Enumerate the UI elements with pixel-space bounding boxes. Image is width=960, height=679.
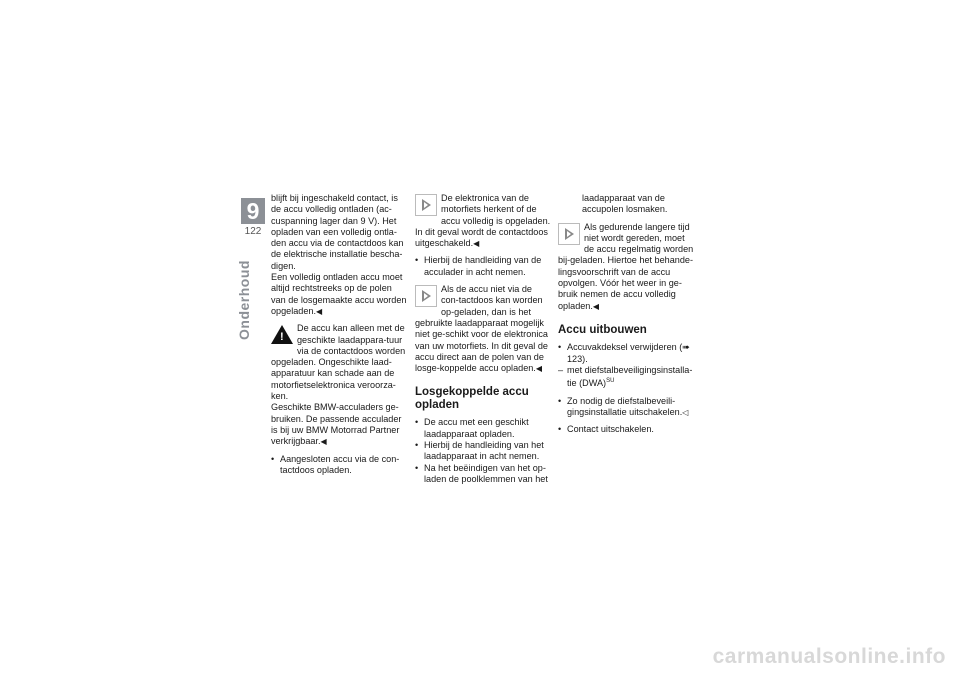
list-item: • Zo nodig de diefstalbeveili-gingsinstallatie uitschakelen. ◁ xyxy=(558,396,694,419)
watermark: carmanualsonline.info xyxy=(712,645,946,668)
paragraph: Een volledig ontladen accu moet altijd rechtstreeks op de polen van de losgemaakte accu worden opgeladen. ◀ xyxy=(271,272,407,317)
note-text: Als de accu niet via de con-tactdoos kan worden op-geladen, dan is het gebruikte laadapparaat mogelijk niet ge-schikt voor de elektronica van uw motorfiets. In dit geval de accu direct aan de polen van de losge-koppelde accu opladen. ◀ xyxy=(415,284,551,374)
list-item: • Na het beëindigen van het op-laden de poolklemmen van het xyxy=(415,463,551,486)
footnote-marker: SU xyxy=(606,378,615,385)
warning-note xyxy=(271,323,407,402)
list-item: • Hierbij de handleiding van het laadapparaat in acht nemen. xyxy=(415,440,551,463)
section-heading: Losgekoppelde accu opladen xyxy=(415,386,529,411)
info-icon xyxy=(415,285,437,307)
info-icon xyxy=(415,194,437,216)
page-number: 122 xyxy=(244,226,262,237)
note-text: Als gedurende langere tijd niet wordt gereden, moet de accu regelmatig worden bij-geladen. Hiertoe het behande-lingsvoorschrift van de accu opvolgen. Vóór het weer in ge-bruik nemen de accu volledig opladen. ◀ xyxy=(558,222,694,312)
section-title: Onderhoud xyxy=(236,260,252,340)
info-note xyxy=(415,193,551,249)
section-heading: Accu uitbouwen xyxy=(558,323,647,336)
list-item: • Contact uitschakelen. xyxy=(558,424,694,435)
paragraph: Geschikte BMW-acculaders ge-bruiken. De passende acculader is bij uw BMW Motorrad Partner verkrijgbaar. ◀ xyxy=(271,402,407,447)
warning-text: De accu kan alleen met de geschikte laadappara-tuur via de contactdoos worden opgeladen. Ongeschikte laad-apparatuur kan schade aan de motorfietselektronica veroorza-ken. xyxy=(271,323,406,402)
paragraph: laadapparaat van de accupolen losmaken. xyxy=(582,193,668,215)
list-item: • Aangesloten accu via de con-tactdoos opladen. xyxy=(271,454,407,477)
column-2 xyxy=(415,193,551,485)
list-item: • Hierbij de handleiding van de acculader in acht nemen. xyxy=(415,255,551,278)
paragraph: blijft bij ingeschakeld contact, is de accu volledig ontladen (ac-cuspanning lager dan 9 V). Het opladen van een volledig ontla-den accu via de contactdoos kan de elektrische installatie bescha-digen. xyxy=(271,193,404,271)
dash-text: met diefstalbeveiligingsinstalla-tie (DWA) xyxy=(567,365,693,389)
note-text: De elektronica van de motorfiets herkent of de accu volledig is opgeladen. In dit geval wordt de contactdoos uitgeschakeld. ◀ xyxy=(415,193,551,249)
info-note xyxy=(558,222,694,312)
list-item: • De accu met een geschikt laadapparaat opladen. xyxy=(415,417,551,440)
column-3 xyxy=(558,193,694,436)
list-item: • Accuvakdeksel verwijderen (➠ 123). xyxy=(558,342,694,365)
info-note xyxy=(415,284,551,374)
info-icon xyxy=(558,223,580,245)
column-1 xyxy=(271,193,407,476)
warning-icon: ! xyxy=(271,325,293,345)
chapter-number: 9 xyxy=(241,198,265,224)
list-item xyxy=(558,365,694,390)
